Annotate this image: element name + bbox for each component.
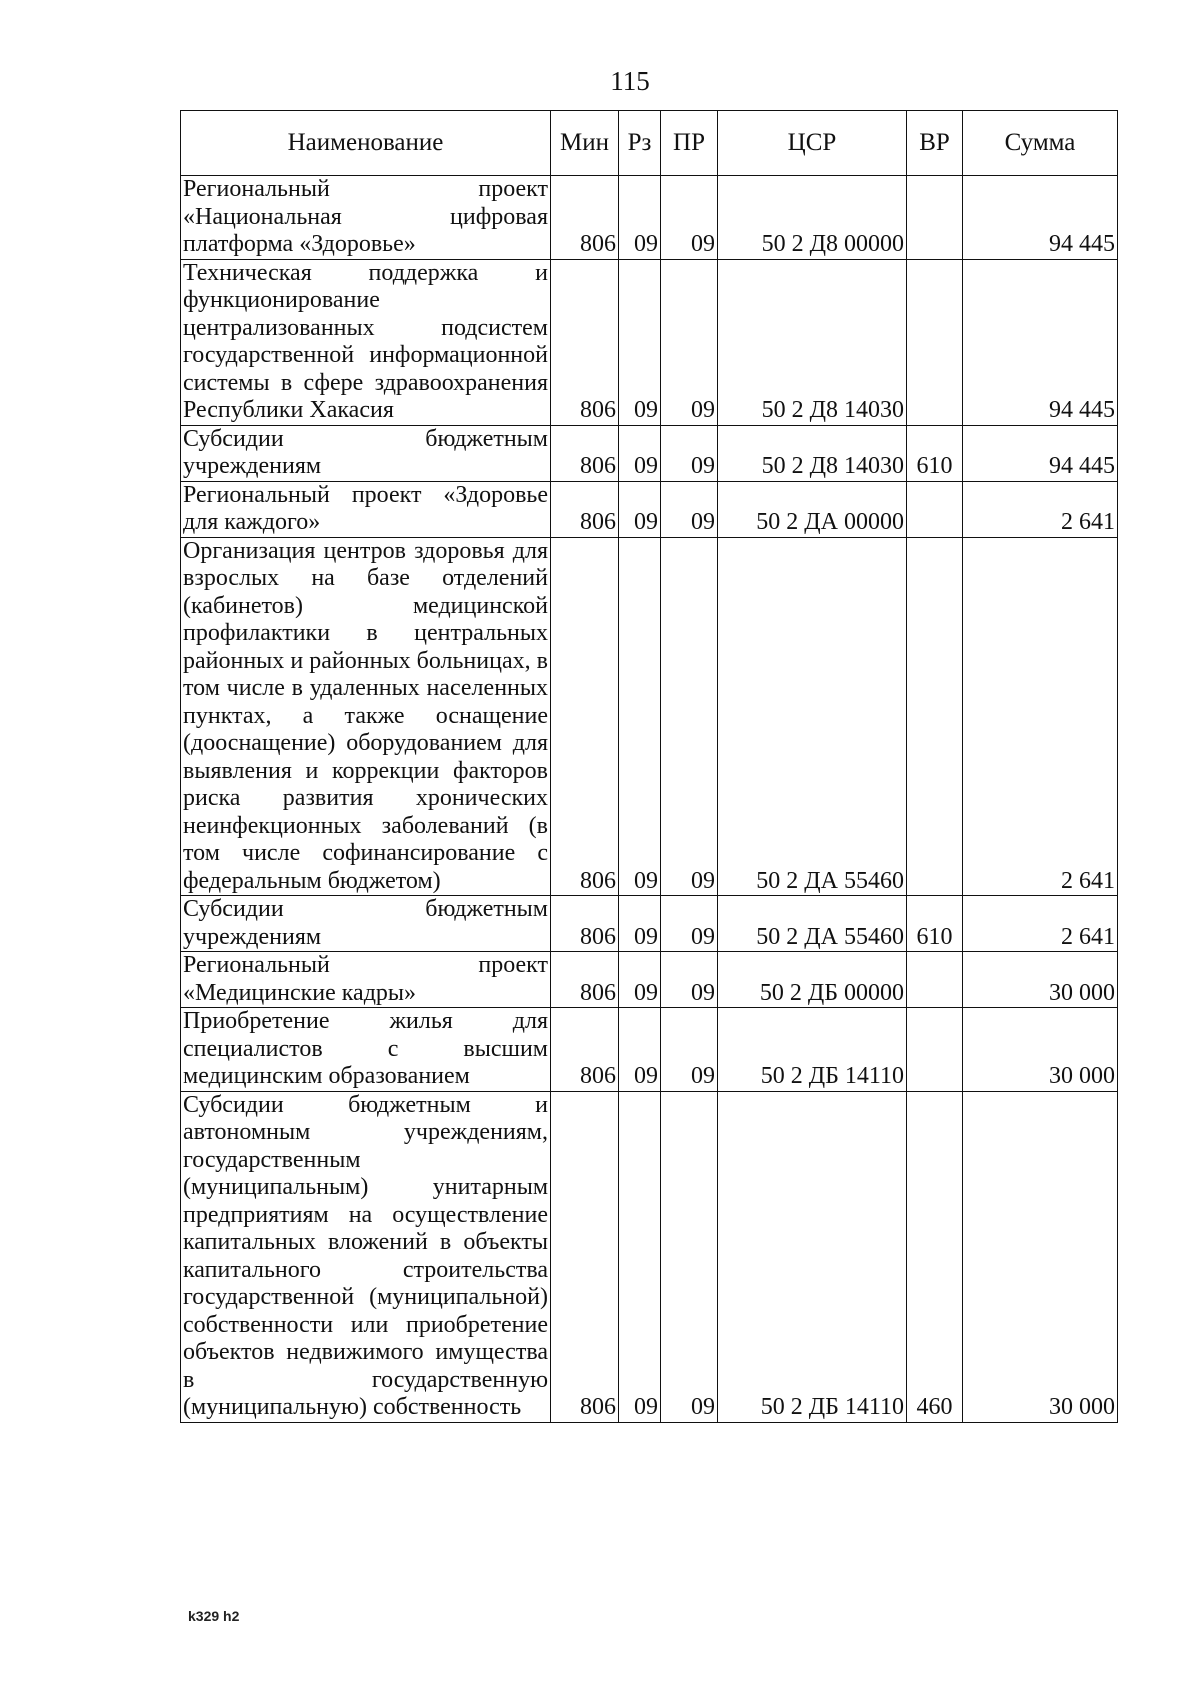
row-pr-cell: 09 <box>661 425 718 481</box>
row-min-cell: 806 <box>551 425 619 481</box>
row-sum-cell: 2 641 <box>963 481 1118 537</box>
header-vr: ВР <box>907 111 963 176</box>
row-rz-cell: 09 <box>619 176 661 260</box>
row-csr-cell: 50 2 Д8 14030 <box>718 425 907 481</box>
row-sum-cell: 30 000 <box>963 952 1118 1008</box>
row-pr-cell: 09 <box>661 1091 718 1422</box>
row-name-cell: Субсидии бюджетным и автономным учреждениям, государственным (муниципальным) унитарным предприятиям на осуществление капитальных вложений в объекты капитального строительства государственной (муниципальной) собственности или приобретение объектов недвижимого имущества в государственную (муниципальную) собственность <box>181 1091 551 1422</box>
row-vr-cell: 610 <box>907 896 963 952</box>
row-sum-cell: 2 641 <box>963 896 1118 952</box>
row-name-cell: Субсидии бюджетным учреждениям <box>181 425 551 481</box>
row-rz-cell: 09 <box>619 537 661 896</box>
budget-table <box>180 110 1118 1423</box>
table-row <box>181 1008 1118 1092</box>
table-row <box>181 1091 1118 1422</box>
row-min-cell: 806 <box>551 537 619 896</box>
header-pr: ПР <box>661 111 718 176</box>
row-vr-cell <box>907 952 963 1008</box>
table-header-row <box>181 111 1118 176</box>
row-vr-cell <box>907 537 963 896</box>
row-pr-cell: 09 <box>661 896 718 952</box>
row-sum-cell: 94 445 <box>963 425 1118 481</box>
row-rz-cell: 09 <box>619 896 661 952</box>
row-name-cell: Региональный проект «Медицинские кадры» <box>181 952 551 1008</box>
table-row <box>181 259 1118 425</box>
footer-code: k329 h2 <box>188 1608 240 1624</box>
row-csr-cell: 50 2 ДА 55460 <box>718 537 907 896</box>
header-rz: Рз <box>619 111 661 176</box>
row-rz-cell: 09 <box>619 952 661 1008</box>
table-row <box>181 425 1118 481</box>
row-sum-cell: 94 445 <box>963 259 1118 425</box>
row-vr-cell: 460 <box>907 1091 963 1422</box>
table-row <box>181 896 1118 952</box>
row-min-cell: 806 <box>551 259 619 425</box>
row-sum-cell: 94 445 <box>963 176 1118 260</box>
row-pr-cell: 09 <box>661 1008 718 1092</box>
row-min-cell: 806 <box>551 1091 619 1422</box>
row-csr-cell: 50 2 Д8 00000 <box>718 176 907 260</box>
row-min-cell: 806 <box>551 481 619 537</box>
header-sum: Сумма <box>963 111 1118 176</box>
row-sum-cell: 30 000 <box>963 1091 1118 1422</box>
row-name-cell: Региональный проект «Национальная цифровая платформа «Здоровье» <box>181 176 551 260</box>
row-sum-cell: 30 000 <box>963 1008 1118 1092</box>
header-csr: ЦСР <box>718 111 907 176</box>
row-vr-cell <box>907 176 963 260</box>
row-pr-cell: 09 <box>661 176 718 260</box>
header-name: Наименование <box>181 111 551 176</box>
row-sum-cell: 2 641 <box>963 537 1118 896</box>
row-csr-cell: 50 2 ДБ 14110 <box>718 1091 907 1422</box>
row-name-cell: Организация центров здоровья для взрослых на базе отделений (кабинетов) медицинской профилактики в центральных районных и районных больницах, в том числе в удаленных населенных пунктах, а также оснащение (дооснащение) оборудованием для выявления и коррекции факторов риска развития хронических неинфекционных заболеваний (в том числе софинансирование с федеральным бюджетом) <box>181 537 551 896</box>
page-number: 115 <box>610 66 650 96</box>
row-vr-cell <box>907 481 963 537</box>
row-pr-cell: 09 <box>661 259 718 425</box>
row-vr-cell: 610 <box>907 425 963 481</box>
row-csr-cell: 50 2 ДБ 14110 <box>718 1008 907 1092</box>
row-name-cell: Субсидии бюджетным учреждениям <box>181 896 551 952</box>
row-csr-cell: 50 2 ДБ 00000 <box>718 952 907 1008</box>
row-rz-cell: 09 <box>619 1008 661 1092</box>
row-min-cell: 806 <box>551 952 619 1008</box>
row-name-cell: Техническая поддержка и функционирование централизованных подсистем государственной информационной системы в сфере здравоохранения Республики Хакасия <box>181 259 551 425</box>
row-pr-cell: 09 <box>661 537 718 896</box>
row-rz-cell: 09 <box>619 259 661 425</box>
row-vr-cell <box>907 1008 963 1092</box>
row-rz-cell: 09 <box>619 481 661 537</box>
row-min-cell: 806 <box>551 176 619 260</box>
row-pr-cell: 09 <box>661 481 718 537</box>
row-name-cell: Региональный проект «Здоровье для каждого» <box>181 481 551 537</box>
table-row <box>181 952 1118 1008</box>
row-pr-cell: 09 <box>661 952 718 1008</box>
row-csr-cell: 50 2 ДА 55460 <box>718 896 907 952</box>
row-rz-cell: 09 <box>619 425 661 481</box>
table-row <box>181 481 1118 537</box>
table-row <box>181 537 1118 896</box>
row-vr-cell <box>907 259 963 425</box>
row-min-cell: 806 <box>551 896 619 952</box>
row-rz-cell: 09 <box>619 1091 661 1422</box>
header-min: Мин <box>551 111 619 176</box>
table-row <box>181 176 1118 260</box>
row-csr-cell: 50 2 ДА 00000 <box>718 481 907 537</box>
row-name-cell: Приобретение жилья для специалистов с высшим медицинским образованием <box>181 1008 551 1092</box>
row-csr-cell: 50 2 Д8 14030 <box>718 259 907 425</box>
row-min-cell: 806 <box>551 1008 619 1092</box>
